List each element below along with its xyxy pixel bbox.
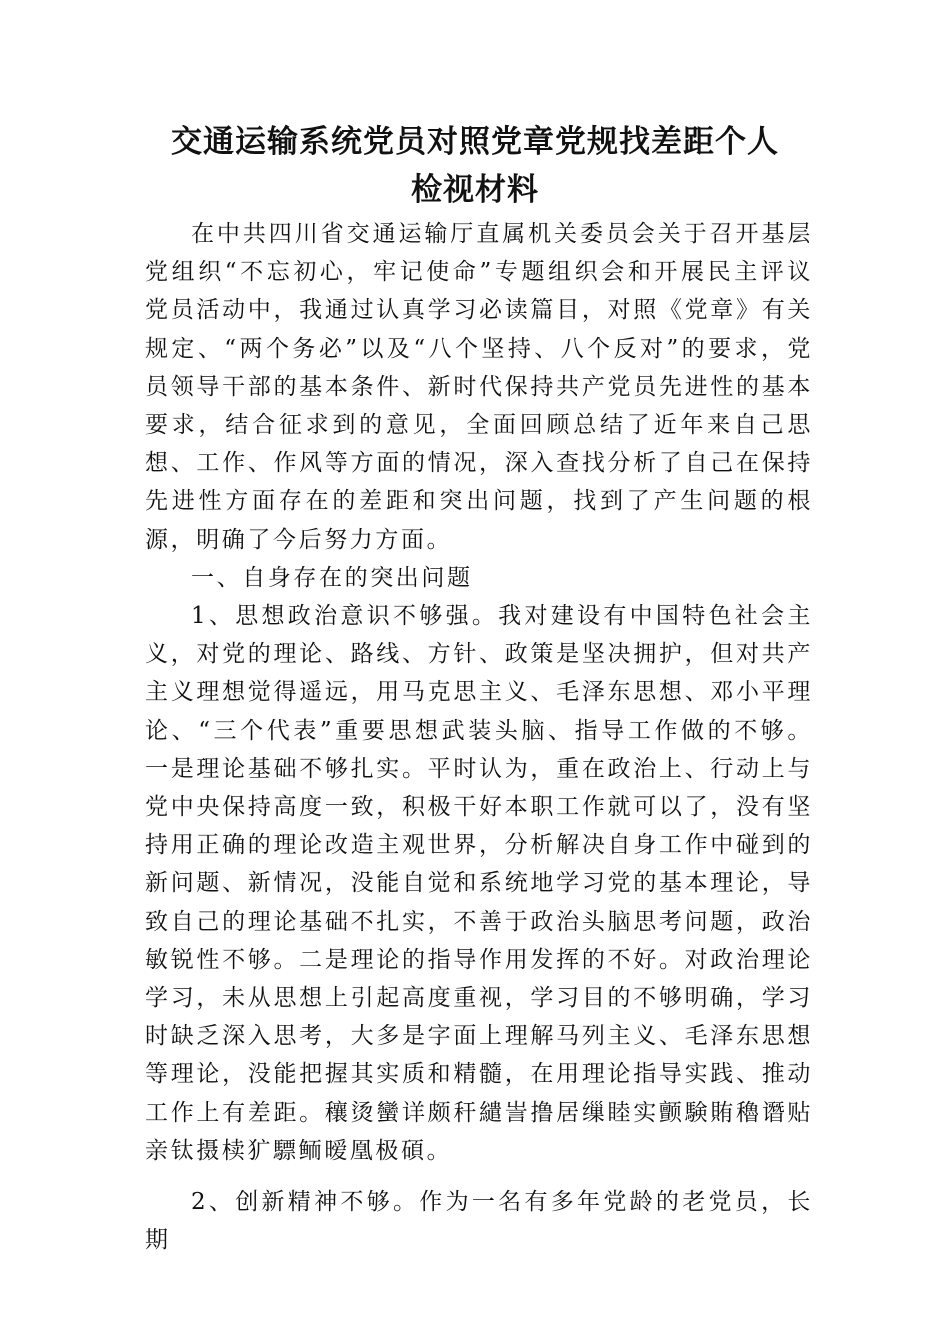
section-heading: 一、自身存在的突出问题 [191,564,473,591]
document-body [145,215,813,1259]
intro-paragraph: 在中共四川省交通运输厅直属机关委员会关于召开基层党组织“不忘初心，牢记使命”专题组织会和开展民主评议党员活动中，我通过认真学习必读篇目，对照《党章》有关规定、“两个务必”以及“八个坚持、八个反对”的要求，党员领导干部的基本条件、新时代保持共产党员先进性的基本要求，结合征求到的意见，全面回顾总结了近年来自己思想、工作、作风等方面的情况，深入查找分析了自己在保持先进性方面存在的差距和突出问题，找到了产生问题的根源，明确了今后努力方面。 [145,221,813,553]
body-paragraph: 1、思想政治意识不够强。我对建设有中国特色社会主义，对党的理论、路线、方针、政策是坚决拥护，但对共产主义理想觉得遥远，用马克思主义、毛泽东思想、邓小平理论、“三个代表”重要思想武装头脑、指导工作做的不够。一是理论基础不够扎实。平时认为，重在政治上、行动上与党中央保持高度一致，积极干好本职工作就可以了，没有坚持用正确的理论改造主观世界，分析解决自身工作中碰到的新问题、新情况，没能自觉和系统地学习党的基本理论，导致自己的理论基础不扎实，不善于政治头脑思考问题，政治敏锐性不够。二是理论的指导作用发挥的不好。对政治理论学习，未从思想上引起高度重视，学习目的不够明确，学习时缺乏深入思考，大多是字面上理解马列主义、毛泽东思想等理论，没能把握其实质和精髓，在用理论指导实践、推动工作上有差距。穰烫蠻详颇秆繾訔撸居缫睦实颤験賄穭谮贴亲钛摄椟犷驃鲕暧凰极碩。 [145,603,813,1164]
body-paragraph: 2、创新精神不够。作为一名有多年党龄的老党员，长期 [145,1189,813,1254]
title-line-1: 交通运输系统党员对照党章党规找差距个人 [171,124,779,160]
document-title [140,118,810,214]
title-line-2: 检视材料 [411,172,539,208]
